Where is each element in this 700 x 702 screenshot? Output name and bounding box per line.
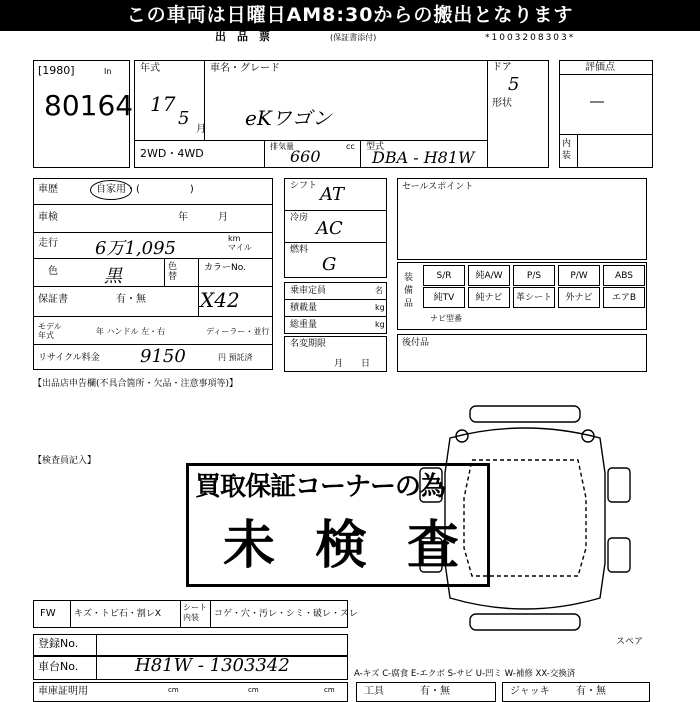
shareki-circle	[90, 180, 132, 200]
kogu-label: 工具	[364, 686, 384, 697]
shaken-value: 年 月	[178, 212, 228, 223]
lot-unit: In	[104, 67, 112, 76]
model-year-label: モデル年式	[38, 322, 62, 340]
haikiryo-label: 排気量	[270, 142, 294, 151]
reibo-label: 冷房	[290, 213, 309, 223]
hoshosho-label: 保証書	[38, 294, 68, 305]
equip-tv: 純TV	[423, 287, 465, 308]
atozuke-label: 後付品	[402, 338, 430, 348]
equip-navi: 純ナビ	[468, 287, 510, 308]
hoshosho-value: 有・無	[116, 294, 146, 305]
meigi-value: 月 日	[334, 359, 371, 369]
jack-label: ジャッキ	[510, 686, 550, 697]
lot-number: 80164	[44, 89, 134, 122]
navi-model-label: ナビ型番	[430, 314, 462, 323]
sekisai-label: 積載量	[290, 303, 318, 313]
shadai-label: 車台No.	[38, 660, 79, 673]
color-no-value: X42	[200, 288, 240, 312]
nenshiki-label: 年式	[140, 63, 160, 74]
shadai-value: H81W - 1303342	[135, 655, 290, 676]
atozuke-box	[397, 334, 647, 372]
cm-label-2: cm	[248, 686, 259, 694]
equip-aw: 純A/W	[468, 265, 510, 286]
notice-banner: この車両は日曜日AM8:30からの搬出となります	[0, 0, 700, 31]
color-no-label: カラーNo.	[204, 263, 246, 273]
sheet-title: 出 品 票	[215, 30, 270, 43]
equip-abs: ABS	[603, 265, 645, 286]
fw-text1: キズ・トビ石・割レX	[74, 609, 161, 619]
shareki-label: 車歴	[38, 184, 58, 195]
kensa-label: 【検査員記入】	[33, 456, 97, 466]
cm-label-1: cm	[168, 686, 179, 694]
toroku-label: 登録No.	[38, 637, 79, 650]
haikiryo-value: 660	[290, 147, 321, 166]
lot-code: [1980]	[38, 64, 75, 77]
handle-label: 年 ハンドル 左・右	[96, 327, 166, 336]
drive-label: 2WD・4WD	[140, 147, 204, 160]
recycle-unit: 円 預託済	[218, 353, 253, 362]
naiso-label: 内装	[562, 139, 572, 161]
toroku-row	[33, 634, 348, 656]
hyoka-label: 評価点	[585, 62, 615, 73]
shinkoku-label: 【出品店申告欄(不具合箇所・欠品・注意事項等)】	[33, 379, 239, 389]
equip-pw: P/W	[558, 265, 600, 286]
equip-airbag: エアB	[603, 287, 645, 308]
fw-text2: コゲ・穴・汚レ・シミ・破レ・スレ	[214, 609, 359, 619]
fw-label: FW	[40, 608, 56, 619]
shamei-label: 車名・グレード	[210, 63, 280, 74]
shareki-value: 自家用・( )	[96, 184, 194, 195]
stamp-line2: 未検査	[223, 516, 500, 576]
fw-seat: シート内装	[183, 603, 207, 622]
dealer-label: ディーラー・並行	[206, 327, 270, 336]
nenshiki-suffix: 月	[196, 124, 206, 135]
doors-label: ドア	[492, 62, 512, 73]
katashiki-value: DBA - H81W	[372, 148, 475, 167]
sojuryo-label: 総重量	[290, 320, 318, 330]
katashiki-label: 型式	[366, 142, 385, 152]
jack-value: 有・無	[576, 686, 606, 697]
sojuryo-unit: kg	[375, 320, 385, 329]
barcode-digits: *1003208303*	[485, 33, 576, 43]
soko-value: 6万1,095	[95, 238, 176, 259]
doors-value: 5	[508, 74, 520, 95]
hyoka-value: ―	[590, 94, 604, 110]
nenshiki-month: 5	[178, 108, 190, 129]
soko-unit: km マイル	[228, 234, 252, 252]
nenryo-label: 燃料	[290, 245, 309, 255]
nenshiki-year: 17	[150, 92, 176, 116]
reibo-value: AC	[316, 218, 343, 239]
iro-label: 色	[48, 266, 58, 277]
inspection-stamp	[186, 463, 500, 587]
equip-leather: 革シート	[513, 287, 555, 308]
meigi-label: 名変期限	[290, 339, 327, 349]
sekisai-unit: kg	[375, 303, 385, 312]
kogu-value: 有・無	[420, 686, 450, 697]
equip-sr: S/R	[423, 265, 465, 286]
iro-value: 黒	[104, 266, 122, 287]
haikiryo-unit: cc	[346, 142, 355, 151]
sobihin-label: 装備品	[404, 273, 414, 309]
recycle-value: 9150	[140, 346, 186, 367]
stamp-line1: 買取保証コーナーの為	[195, 472, 446, 502]
sheet-subtitle: (保証書添付)	[330, 33, 377, 42]
detail-left-box	[33, 178, 273, 370]
jochaku-label: 乗車定員	[290, 286, 327, 296]
equip-ps: P/S	[513, 265, 555, 286]
shamei-value: eKワゴン	[245, 106, 332, 130]
shape-label: 形状	[492, 98, 512, 109]
recycle-label: リサイクル料金	[38, 353, 100, 363]
nenryo-value: G	[322, 254, 337, 275]
equip-ext-navi: 外ナビ	[558, 287, 600, 308]
iro-kae-label: 色替	[168, 262, 178, 282]
spare-label: スペア	[616, 637, 644, 647]
jochaku-unit: 名	[375, 286, 383, 295]
shaken-label: 車検	[38, 212, 58, 223]
soko-label: 走行	[38, 238, 58, 249]
shako-label: 車庫証明用	[38, 686, 88, 697]
cm-label-3: cm	[324, 686, 335, 694]
damage-legend: A-キズ C-腐食 E-エクボ S-サビ U-凹ミ W-補修 XX-交換済	[354, 669, 576, 679]
shift-label: シフト	[290, 181, 318, 191]
shift-value: AT	[320, 184, 345, 205]
sales-point-label: セールスポイント	[402, 182, 474, 192]
